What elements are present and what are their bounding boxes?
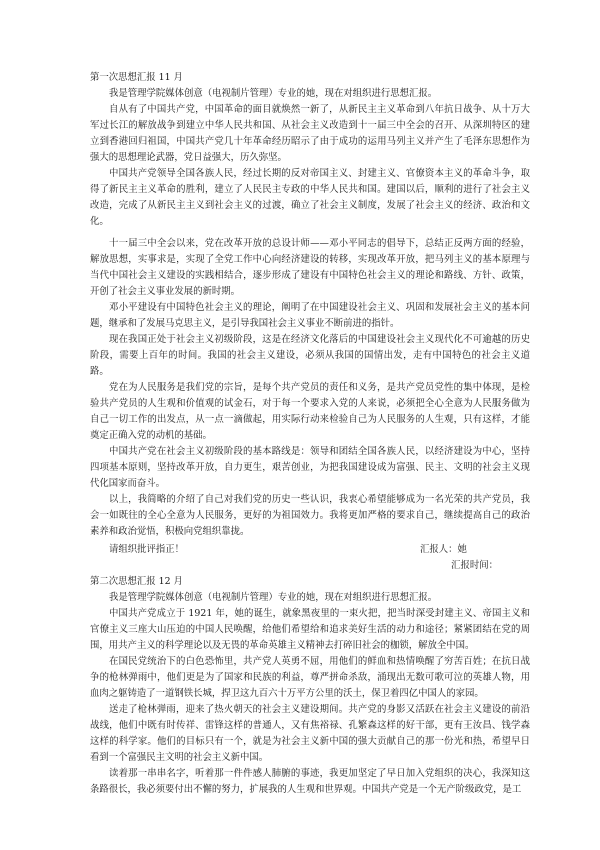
report-2-heading: 第二次思想汇报 12 月 [90, 576, 183, 587]
report-1-reporter: 汇报人：她 [420, 544, 467, 555]
report-1-heading: 第一次思想汇报 11 月 [90, 72, 183, 83]
report-1-report-time: 汇报时间： [451, 560, 498, 571]
report-1-paragraph: 十一届三中全会以来，党在改革开放的总设计师——邓小平同志的倡导下，总结正反两方面的经验，解放思想，实事求是，实现了全党工作中心向经济建设的转移，实现改革开放，把马列主义的基本原理与当代中国社会主义建设的实践相结合，逐步形成了建设有中国特色社会主义的理论和路线、方针、政策，开创了社会主义事业发展的新时期。 [90, 238, 530, 297]
report-2-paragraph: 我是管理学院媒体创意（电视制片管理）专业的她，现在对组织进行思想汇报。 [109, 592, 438, 603]
report-1-paragraph: 中国共产党领导全国各族人民，经过长期的反对帝国主义、封建主义、官僚资本主义的革命斗争，取得了新民主主义革命的胜利，建立了人民民主专政的中华人民共和国。建国以后，顺利的进行了社会主义改造，完成了从新民主主义到社会主义的过渡，确立了社会主义制度，发展了社会主义的经济、政治和文化。 [90, 168, 530, 227]
report-1-paragraph: 党在为人民服务是我们党的宗旨，是每个共产党员的责任和义务，是共产党员党性的集中体现，是检验共产党员的人生观和价值观的试金石，对于每一个要求入党的人来说，必须把全心全意为人民服务做为自己一切工作的出发点，从一点一滴做起，用实际行动来检验自己为人民服务的人生观，只有这样，才能奠定正确入党的动机的基础。 [90, 382, 530, 441]
report-1-paragraph: 中国共产党在社会主义初级阶段的基本路线是：领导和团结全国各族人民，以经济建设为中心，坚持四项基本原则，坚持改革开放，自力更生，艰苦创业，为把我国建设成为富强、民主、文明的社会主义现代化国家而奋斗。 [90, 446, 530, 489]
report-1-paragraph: 自从有了中国共产党，中国革命的面目就焕然一新了，从新民主主义革命到八年抗日战争、从十万大军过长江的解放战争到建立中华人民共和国、从社会主义改造到十一届三中全会的召开、从深圳特区的建立到香港回归祖国，中国共产党几十年革命经历昭示了由于成功的运用马列主义并产生了毛泽东思想作为强大的思想理论武器，党日益强大，历久弥坚。 [90, 104, 530, 163]
report-2-paragraph: 在国民党统治下的白色恐怖里，共产党人英勇不屈，用他们的鲜血和热情唤醒了穷苦百姓；在抗日战争的枪林弹雨中，他们更是为了国家和民族的利益，尊严拼命杀敌，涌现出无数可歌可泣的英雄人物，用血肉之躯铸造了一道钢铁长城，捍卫这九百六十万平方公里的沃土，保卫着四亿中国人的家园。 [90, 656, 530, 699]
report-1-signature-row [90, 542, 530, 558]
report-2-paragraph: 送走了枪林弹雨，迎来了热火朝天的社会主义建设期间。共产党的身影又活跃在社会主义建设的前沿战线，他们中既有时传祥、雷锋这样的普通人，又有焦裕禄、孔繁森这样的好干部，更有王汝昌、钱学森这样的科学家。他们的目标只有一个，就是为社会主义新中国的强大贡献自己的那一份光和热，希望早日看到一个富强民主文明的社会主义新中国。 [90, 704, 530, 763]
report-2-paragraph: 中国共产党成立于 1921 年，她的诞生，就象黑夜里的一束火把，把当时深受封建主义、帝国主义和官僚主义三座大山压迫的中国人民唤醒，给他们希望给和追求美好生活的动力和途径；紧紧团结在党的周围，用共产主义的科学理论以及无畏的革命英雄主义精神去打碎旧社会的枷锁，解放全中国。 [90, 608, 530, 651]
report-1-paragraph: 邓小平建设有中国特色社会主义的理论，阐明了在中国建设社会主义、巩固和发展社会主义的基本问题，继承和了发展马克思主义，是引导我国社会主义事业不断前进的指针。 [90, 302, 530, 329]
report-1-closing: 请组织批评指正！ [109, 544, 185, 555]
document-body [90, 70, 530, 798]
report-1-paragraph: 我是管理学院媒体创意（电视制片管理）专业的她，现在对组织进行思想汇报。 [109, 88, 438, 99]
report-1-paragraph: 现在我国正处于社会主义初级阶段，这是在经济文化落后的中国建设社会主义现代化不可逾越的历史阶段，需要上百年的时间。我国的社会主义建设，必须从我国的国情出发，走有中国特色的社会主义道路。 [90, 334, 530, 377]
report-2-paragraph: 读着那一串串名字，听着那一件件感人肺腑的事迹，我更加坚定了早日加入党组织的决心，我深知这条路很长，我必须要付出不懈的努力，扩展我的人生观和世界观。中国共产党是一个无产阶级政党，是工 [90, 768, 530, 795]
report-1-paragraph: 以上，我简略的介绍了自己对我们党的历史一些认识，我衷心希望能够成为一名光荣的共产党员，我会一如既往的全心全意为人民服务，更好的为祖国效力。我将更加严格的要求自己，继续提高自己的政治素养和政治觉悟，积极向党组织靠拢。 [90, 494, 530, 537]
